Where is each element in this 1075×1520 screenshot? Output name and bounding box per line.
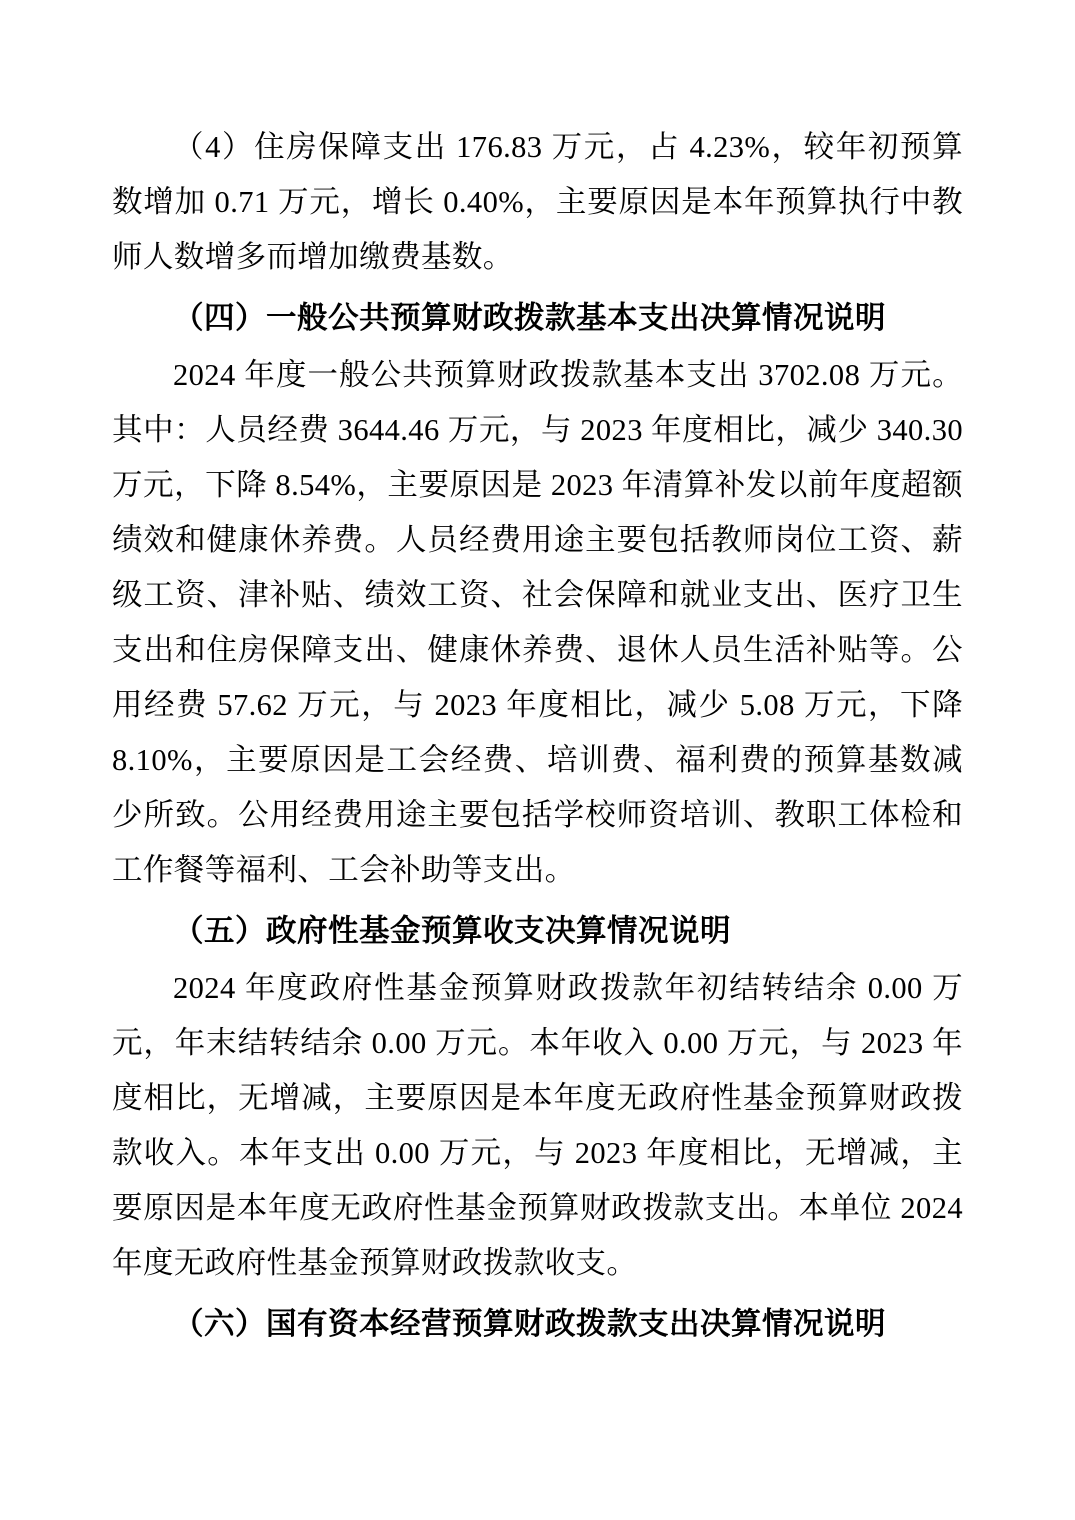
document-body — [112, 120, 963, 1352]
heading-section-six: （六）国有资本经营预算财政拨款支出决算情况说明 — [173, 1307, 886, 1341]
paragraph-housing-security-expenditure: （4）住房保障支出 176.83 万元，占 4.23%，较年初预算数增加 0.71 万元，增长 0.40%，主要原因是本年预算执行中教师人数增多而增加缴费基数。 — [112, 130, 963, 274]
heading-section-five: （五）政府性基金预算收支决算情况说明 — [173, 914, 731, 948]
paragraph-government-fund-budget: 2024 年度政府性基金预算财政拨款年初结转结余 0.00 万元，年末结转结余 0.00 万元。本年收入 0.00 万元，与 2023 年度相比，无增减，主要原因是本年度无政府性基金预算财政拨款收入。本年支出 0.00 万元，与 2023 年度相比，无增减，主要原因是本年度无政府性基金预算财政拨款支出。本单位 2024 年度无政府性基金预算财政拨款收支。 — [112, 971, 963, 1280]
paragraph-basic-expenditure-detail: 2024 年度一般公共预算财政拨款基本支出 3702.08 万元。其中：人员经费 3644.46 万元，与 2023 年度相比，减少 340.30 万元，下降 8.54%，主要原因是 2023 年清算补发以前年度超额绩效和健康休养费。人员经费用途主要包括教师岗位工资、薪级工资、津补贴、绩效工资、社会保障和就业支出、医疗卫生支出和住房保障支出、健康休养费、退休人员生活补贴等。公用经费 57.62 万元，与 2023 年度相比，减少 5.08 万元，下降 8.10%，主要原因是工会经费、培训费、福利费的预算基数减少所致。公用经费用途主要包括学校师资培训、教职工体检和工作餐等福利、工会补助等支出。 — [112, 358, 963, 887]
heading-section-four: （四）一般公共预算财政拨款基本支出决算情况说明 — [173, 301, 886, 335]
